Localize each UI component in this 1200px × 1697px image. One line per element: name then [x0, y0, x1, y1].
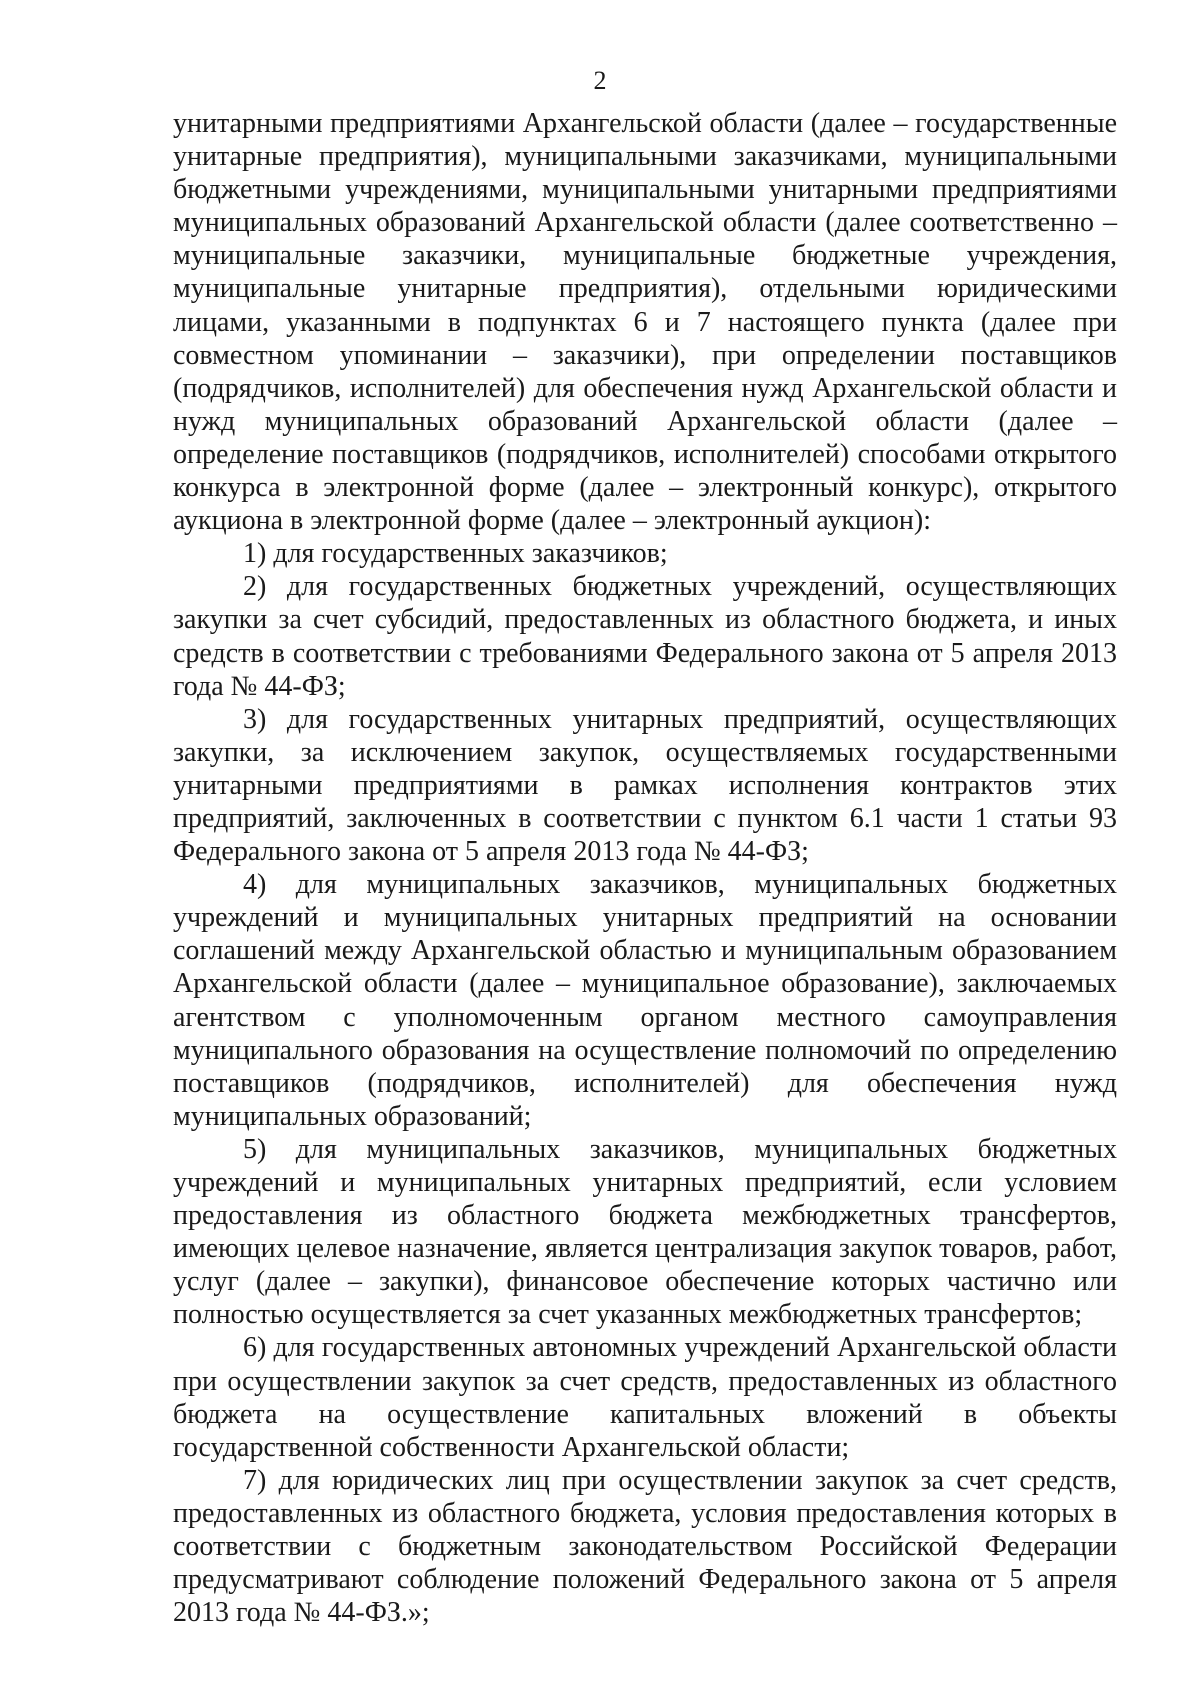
- list-item-7: 7) для юридических лиц при осуществлении закупок за счет средств, предоставленных из областного бюджета, условия предоставления которых в соответствии с бюджетным законодательством Российской Федерации предусматривают соблюдение положений Федерального закона от 5 апреля 2013 года № 44-ФЗ.»;: [173, 1464, 1117, 1629]
- list-item-3: 3) для государственных унитарных предприятий, осуществляющих закупки, за исключением закупок, осуществляемых государственными унитарными предприятиями в рамках исполнения контрактов этих предприятий, заключенных в соответствии с пунктом 6.1 части 1 статьи 93 Федерального закона от 5 апреля 2013 года № 44-ФЗ;: [173, 703, 1117, 868]
- list-item-2: 2) для государственных бюджетных учреждений, осуществляющих закупки за счет субсидий, предоставленных из областного бюджета, и иных средств в соответствии с требованиями Федерального закона от 5 апреля 2013 года № 44-ФЗ;: [173, 571, 1117, 702]
- list-item-5: 5) для муниципальных заказчиков, муниципальных бюджетных учреждений и муниципальных унитарных предприятий, если условием предоставления из областного бюджета межбюджетных трансфертов, имеющих целевое назначение, является централизация закупок товаров, работ, услуг (далее – закупки), финансовое обеспечение которых частично или полностью осуществляется за счет указанных межбюджетных трансфертов;: [173, 1133, 1117, 1331]
- document-body: [173, 107, 1117, 1629]
- page-number: 2: [593, 66, 607, 95]
- list-item-1: 1) для государственных заказчиков;: [243, 538, 668, 570]
- list-item-6: 6) для государственных автономных учреждений Архангельской области при осуществлении закупок за счет средств, предоставленных из областного бюджета на осуществление капитальных вложений в объекты государственной собственности Архангельской области;: [173, 1332, 1117, 1463]
- list-item-4: 4) для муниципальных заказчиков, муниципальных бюджетных учреждений и муниципальных унитарных предприятий на основании соглашений между Архангельской областью и муниципальным образованием Архангельской области (далее – муниципальное образование), заключаемых агентством с уполномоченным органом местного самоуправления муниципального образования на осуществление полномочий по определению поставщиков (подрядчиков, исполнителей) для обеспечения нужд муниципальных образований;: [173, 869, 1117, 1132]
- paragraph-lead: унитарными предприятиями Архангельской области (далее – государственные унитарные предприятия), муниципальными заказчиками, муниципальными бюджетными учреждениями, муниципальными унитарными предприятиями муниципальных образований Архангельской области (далее соответственно – муниципальные заказчики, муниципальные бюджетные учреждения, муниципальные унитарные предприятия), отдельными юридическими лицами, указанными в подпунктах 6 и 7 настоящего пункта (далее при совместном упоминании – заказчики), при определении поставщиков (подрядчиков, исполнителей) для обеспечения нужд Архангельской области и нужд муниципальных образований Архангельской области (далее – определение поставщиков (подрядчиков, исполнителей) способами открытого конкурса в электронной форме (далее – электронный конкурс), открытого аукциона в электронной форме (далее – электронный аукцион):: [173, 108, 1117, 537]
